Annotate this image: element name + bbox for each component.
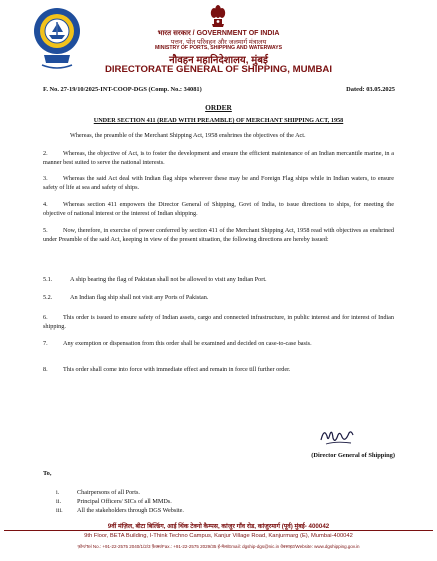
paragraph-number: 5. <box>43 227 48 234</box>
distribution-text: Principal Officers/ SICs of all MMDs. <box>77 498 172 505</box>
order-date: Dated: 03.05.2025 <box>346 86 395 93</box>
paragraph <box>43 131 394 140</box>
footer-address: 9th Floor, BETA Building, I-Think Techno Campus, Kanjur Village Road, Kanjurmarg (E), Mumbai-400042 <box>84 533 353 539</box>
paragraph-number: 2. <box>43 150 48 157</box>
paragraph-text: This order is issued to ensure safety of Indian assets, cargo and connected infrastructure, in public interest and for interest of Indian shipping. <box>43 314 394 330</box>
signature-icon <box>318 426 356 448</box>
paragraph <box>43 313 394 331</box>
national-emblem-icon <box>206 2 230 29</box>
paragraph <box>43 339 394 348</box>
distribution-number: iii. <box>56 507 63 514</box>
distribution-number: i. <box>56 489 60 496</box>
distribution-number: ii. <box>56 498 61 505</box>
distribution-item <box>56 498 172 505</box>
distribution-item <box>56 489 140 496</box>
subject-line: UNDER SECTION 411 (READ WITH PREAMBLE) OF MERCHANT SHIPPING ACT, 1958 <box>93 117 344 124</box>
sub-direction-text: A ship bearing the flag of Pakistan shall not be allowed to visit any Indian Port. <box>70 276 267 283</box>
paragraph-text: Whereas, the objective of Act, is to foster the development and ensure the efficient maintenance of an Indian mercantile marine, in a manner best suited to serve the national interests. <box>43 150 394 166</box>
header-government: भारत सरकार / GOVERNMENT OF INDIA <box>157 30 280 37</box>
paragraph <box>43 174 394 192</box>
footer-address-hindi: 9वीं मंज़िल, बीटा बिल्डिंग, आई थिंक टेक्नो कैम्पस, कांजुर गाँव रोड, कांजुरमार्ग (पूर्व) मुंबई- 400042 <box>107 523 330 530</box>
sub-direction <box>43 293 394 302</box>
distribution-text: Chairpersons of all Ports. <box>77 489 140 496</box>
distribution-item <box>56 507 184 514</box>
paragraph-text: Whereas, the preamble of the Merchant Shipping Act, 1958 enshrines the objectives of the Act. <box>70 132 306 139</box>
distribution-text: All the stakeholders through DGS Website. <box>77 507 184 514</box>
paragraph-number: 6. <box>43 314 48 321</box>
paragraph-text: Whereas the said Act deal with Indian flag ships wherever these may be and Foreign Flag ships while in Indian waters, to ensure safety of life at sea and safety of ships. <box>43 175 394 191</box>
paragraph-number: 7. <box>43 340 48 347</box>
sub-direction-text: An Indian flag ship shall not visit any Ports of Pakistan. <box>70 294 209 301</box>
paragraph <box>43 149 394 167</box>
header-ministry-hindi: पत्तन, पोत परिवहन और जलमार्ग मंत्रालय <box>170 39 267 46</box>
sub-direction-number: 5.1. <box>43 276 53 283</box>
paragraph <box>43 365 394 374</box>
paragraph-text: Now, therefore, in exercise of power conferred by section 411 of the Merchant Shipping Act, 1958 read with objectives as enshrined under Preamble of the said Act, keeping in view of the present situation, the following directions are hereby issued: <box>43 227 394 243</box>
header-directorate-hindi: नौवहन महानिदेशालय, मुंबई <box>169 55 268 66</box>
paragraph-text: This order shall come into force with immediate effect and remain in force till further order. <box>63 366 291 373</box>
sub-direction-number: 5.2. <box>43 294 53 301</box>
paragraph-number: 4. <box>43 201 48 208</box>
sub-direction <box>43 275 394 284</box>
paragraph-number: 3. <box>43 175 48 182</box>
paragraph-text: Any exemption or dispensation from this order shall be examined and decided on case-to-case basis. <box>63 340 312 347</box>
footer-divider <box>4 530 433 531</box>
paragraph <box>43 226 394 244</box>
to-label: To, <box>43 470 52 477</box>
paragraph <box>43 200 394 218</box>
header-ministry: MINISTRY OF PORTS, SHIPPING AND WATERWAYS <box>154 45 283 51</box>
footer-contact: फ़ोन/Tel No.: +91-22-2575 2040/1/2/3 फ़ैक्स/Fax.: +91-22-2575 2029/35 ई-मेल/Email: dgship-dgs@nic.in वेबसाइट/Website: www.dgshipping.gov.in <box>77 544 360 549</box>
header-directorate: DIRECTORATE GENERAL OF SHIPPING, MUMBAI <box>104 64 333 75</box>
paragraph-text: Whereas section 411 empowers the Director General of Shipping, Govt of India, to issue directions to ships, for meeting the objective of national interest or the interest of Indian shipping. <box>43 201 394 217</box>
file-number: F. No. 27-19/10/2025-INT-COOP-DGS (Comp. No.: 34081) <box>43 86 202 93</box>
document-title: ORDER <box>205 103 232 112</box>
paragraph-number: 8. <box>43 366 48 373</box>
signatory-title: (Director General of Shipping) <box>311 452 395 459</box>
